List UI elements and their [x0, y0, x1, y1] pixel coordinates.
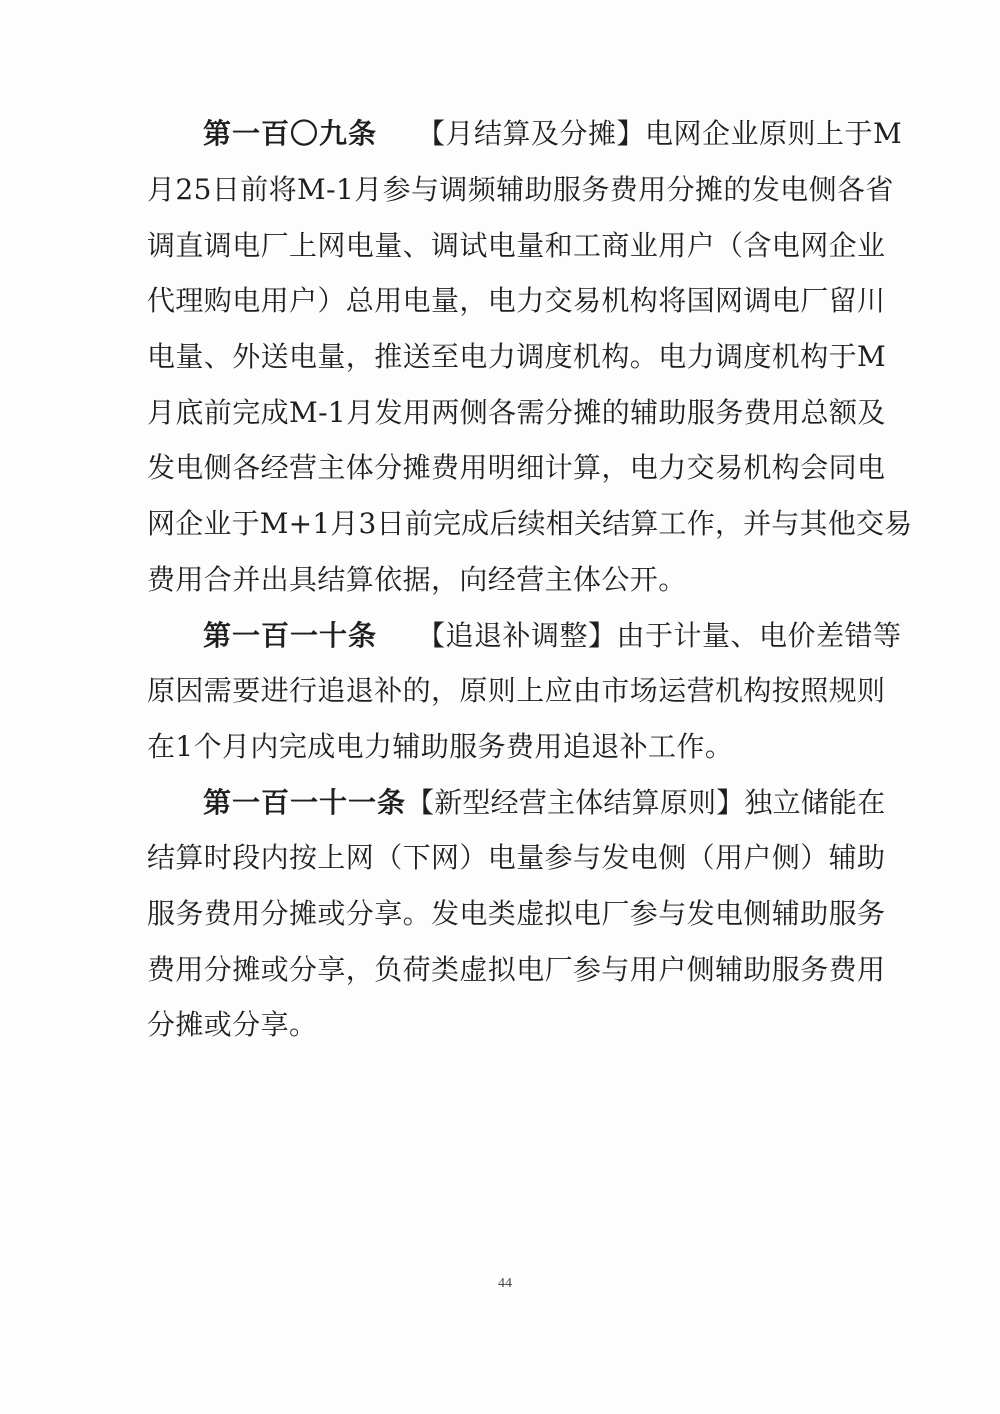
article-number: 第一百一十条 — [203, 619, 378, 652]
article-number: 第一百一十一条 — [203, 786, 407, 819]
article-title: 【追退补调整】 — [417, 619, 617, 652]
article-text-line: 费用合并出具结算依据，向经营主体公开。 — [147, 563, 687, 596]
article-text-line: 在1个月内完成电力辅助服务费用追退补工作。 — [147, 730, 734, 763]
article-number: 第一百〇九条 — [203, 117, 378, 150]
article-110-first-line — [203, 616, 902, 656]
article-text: 电网企业原则上于M — [645, 117, 903, 150]
article-title: 【新型经营主体结算原则】 — [406, 786, 745, 819]
article-text-line: 发电侧各经营主体分摊费用明细计算，电力交易机构会同电 — [147, 451, 886, 484]
article-text: 由于计量、电价差错等 — [616, 619, 902, 652]
article-text-line: 网企业于M+1月3日前完成后续相关结算工作，并与其他交易 — [147, 507, 913, 540]
article-text-line: 原因需要进行追退补的，原则上应由市场运营机构按照规则 — [147, 674, 886, 707]
article-text-line: 分摊或分享。 — [147, 1008, 318, 1041]
article-text-line: 月底前完成M-1月发用两侧各需分摊的辅助服务费用总额及 — [147, 396, 886, 429]
article-text-line: 代理购电用户）总用电量，电力交易机构将国网调电厂留川 — [147, 284, 886, 317]
article-text-line: 电量、外送电量，推送至电力调度机构。电力调度机构于M — [147, 340, 887, 373]
article-text-line: 费用分摊或分享，负荷类虚拟电厂参与用户侧辅助服务费用 — [147, 953, 886, 986]
article-text-line: 结算时段内按上网（下网）电量参与发电侧（用户侧）辅助 — [147, 841, 886, 874]
article-text: 独立储能在 — [744, 786, 886, 819]
page-number: 44 — [498, 1276, 512, 1291]
article-111-first-line — [203, 783, 885, 823]
article-109-first-line — [203, 114, 902, 154]
article-text-line: 月25日前将M-1月参与调频辅助服务费用分摊的发电侧各省 — [147, 173, 894, 206]
article-text-line: 调直调电厂上网电量、调试电量和工商业用户（含电网企业 — [147, 229, 886, 262]
article-title: 【月结算及分摊】 — [417, 117, 646, 150]
article-text-line: 服务费用分摊或分享。发电类虚拟电厂参与发电侧辅助服务 — [147, 897, 886, 930]
